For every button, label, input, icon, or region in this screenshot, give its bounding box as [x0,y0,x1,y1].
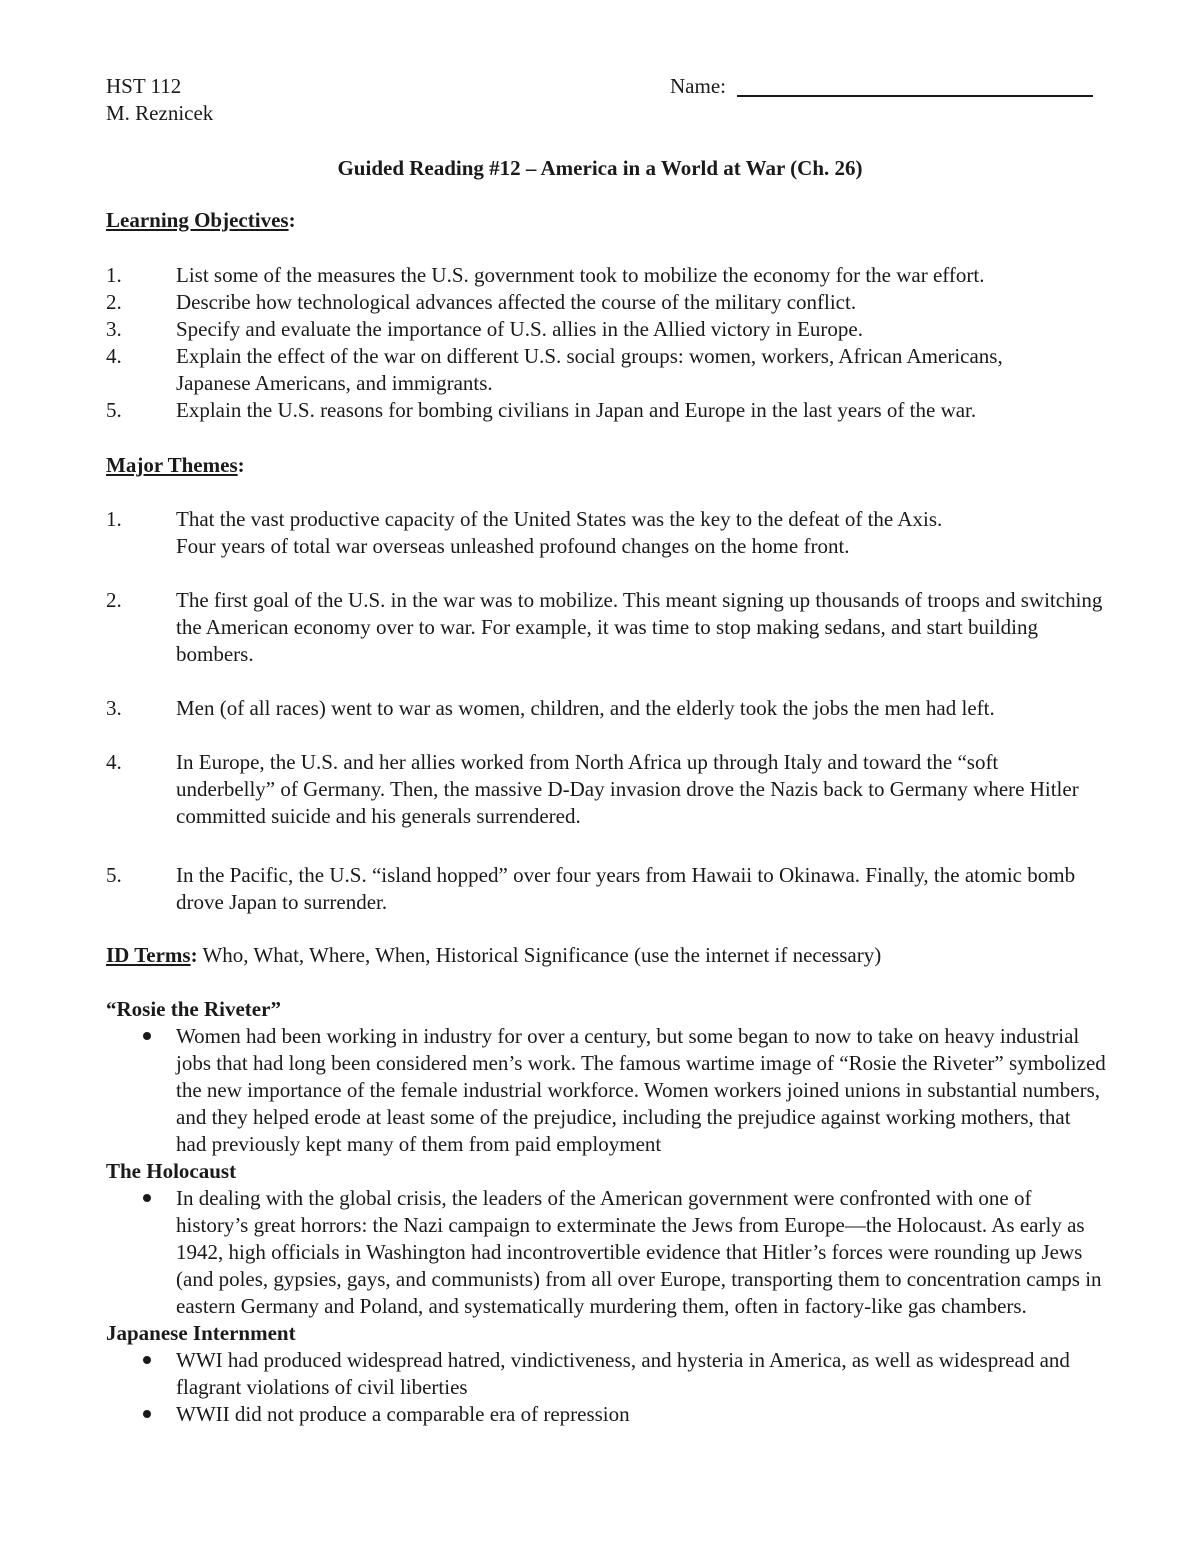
name-label: Name: [670,74,726,98]
page-title: Guided Reading #12 – America in a World at War (Ch. 26) [337,156,863,180]
term-bullets [106,1185,1106,1320]
objectives-list [106,262,1106,424]
themes-list [106,506,1106,943]
term-title: “Rosie the Riveter” [106,997,281,1021]
item-text: List some of the measures the U.S. government took to mobilize the economy for the war effort. [176,263,985,287]
list-item [106,397,1106,424]
item-text: In Europe, the U.S. and her allies worked from North Africa up through Italy and toward the “soft underbelly” of Germany. Then, the massive D-Day invasion drove the Nazis back to Germany where Hitler committed suicide and his generals surrendered. [176,750,1079,828]
id-terms-colon: : [190,943,198,967]
item-number: 5. [106,863,122,887]
list-item [106,587,1106,668]
item-text: Specify and evaluate the importance of U.S. allies in the Allied victory in Europe. [176,317,863,341]
bullet-item [106,1023,1106,1158]
list-item [106,289,1106,316]
item-text: Men (of all races) went to war as women, children, and the elderly took the jobs the men had left. [176,696,995,720]
bullet-item [106,1185,1106,1320]
item-text: Describe how technological advances affected the course of the military conflict. [176,290,857,314]
item-text: That the vast productive capacity of the United States was the key to the defeat of the Axis. Four years of total war overseas unleashed profound changes on the home front. [176,507,943,558]
bullet-text: In dealing with the global crisis, the leaders of the American government were confronted with one of history’s great horrors: the Nazi campaign to exterminate the Jews from Europe—the Holocaust. As early as 1942, high officials in Washington had incontrovertible evidence that Hitler’s forces were rounding up Jews (and poles, gypsies, gays, and communists) from all over Europe, transporting them to concentration camps in eastern Germany and Poland, and systematically murdering them, often in factory-like gas chambers. [176,1186,1102,1318]
id-terms-section [106,996,1106,1428]
list-item [106,343,1106,397]
bullet-item [106,1347,1106,1401]
list-item [106,316,1106,343]
learning-objectives-heading-text: Learning Objectives [106,208,289,232]
major-themes-heading-text: Major Themes [106,453,238,477]
id-terms-instructions [106,942,881,969]
term-title: The Holocaust [106,1159,237,1183]
major-themes-heading [106,452,245,479]
learning-objectives-colon: : [288,208,296,232]
list-item [106,262,1106,289]
item-number: 3. [106,317,122,341]
major-themes-colon: : [237,453,245,477]
item-number: 1. [106,507,122,531]
list-item [106,506,1106,560]
item-number: 1. [106,263,122,287]
bullet-text: WWII did not produce a comparable era of repression [176,1402,630,1426]
term-bullets [106,1023,1106,1158]
learning-objectives-heading [106,207,296,234]
bullet-text: Women had been working in industry for over a century, but some began to now to take on heavy industrial jobs that had long been considered men’s work. The famous wartime image of “Rosie the Riveter” symbolized the new importance of the female industrial workforce. Women workers joined unions in substantial numbers, and they helped erode at least some of the prejudice, including the prejudice against working mothers, that had previously kept many of them from paid employment [176,1024,1106,1156]
bullet-icon [143,1032,151,1040]
item-text: In the Pacific, the U.S. “island hopped” over four years from Hawaii to Okinawa. Finally, the atomic bomb drove Japan to surrender. [176,863,1076,914]
item-number: 5. [106,398,122,422]
bullet-icon [143,1356,151,1364]
bullet-icon [143,1194,151,1202]
item-number: 4. [106,750,122,774]
bullet-icon [143,1410,151,1418]
id-terms-description: Who, What, Where, When, Historical Significance (use the internet if necessary) [197,943,882,967]
item-text: Explain the effect of the war on different U.S. social groups: women, workers, African Americans, Japanese Americans, and immigrants. [176,344,1003,395]
term-title: Japanese Internment [106,1321,296,1345]
list-item [106,695,1106,722]
item-number: 2. [106,290,122,314]
id-terms-label: ID Terms [106,943,191,967]
item-number: 4. [106,344,122,368]
bullet-text: WWI had produced widespread hatred, vindictiveness, and hysteria in America, as well as widespread and flagrant violations of civil liberties [176,1348,1070,1399]
term-bullets [106,1347,1106,1428]
item-number: 3. [106,696,122,720]
item-text: Explain the U.S. reasons for bombing civilians in Japan and Europe in the last years of the war. [176,398,977,422]
bullet-item [106,1401,1106,1428]
item-number: 2. [106,588,122,612]
name-blank-line [737,95,1093,97]
instructor-name: M. Reznicek [106,101,214,125]
list-item [106,749,1106,830]
course-code: HST 112 [106,74,182,98]
list-item [106,862,1106,916]
item-text: The first goal of the U.S. in the war was to mobilize. This meant signing up thousands of troops and switching the American economy over to war. For example, it was time to stop making sedans, and start building bombers. [176,588,1103,666]
